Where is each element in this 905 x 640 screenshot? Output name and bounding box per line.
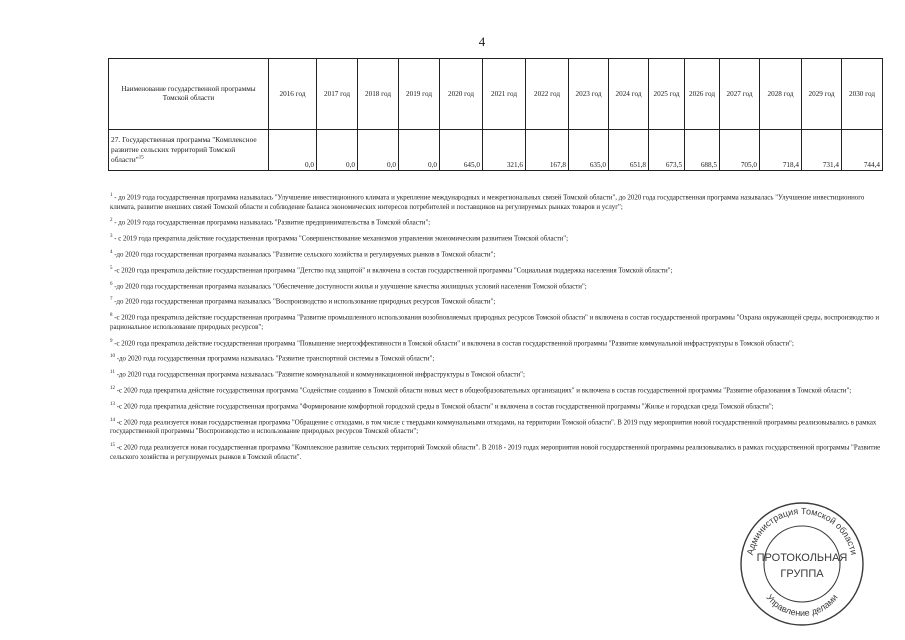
value-cell: 705,0 — [720, 130, 760, 171]
value-cell: 718,4 — [760, 130, 802, 171]
footnote — [110, 282, 890, 292]
footnote-ref: 15 — [138, 155, 144, 161]
value-cell: 731,4 — [802, 130, 842, 171]
value-cell: 0,0 — [399, 130, 440, 171]
footnote-text: -с 2020 года прекратила действие государственная программа "Содействие созданию в Томской области новых мест в общеобразовательных организациях" и включена в состав государственной программы "Развитие образования в Томской области"; — [116, 387, 852, 395]
footnote-mark: 7 — [110, 297, 113, 303]
year-header: 2019 год — [399, 59, 440, 130]
footnote-text: -с 2020 года прекратила действие государственная программа "Повышение энергоэффективности в Томской области" и включена в состав государственной программы "Развитие коммунальной инфраструктуры в Томской области"; — [114, 339, 794, 347]
year-header: 2024 год — [609, 59, 649, 130]
value-cell: 744,4 — [842, 130, 883, 171]
stamp-ring-top-text: Администрация Томской области — [744, 505, 860, 556]
year-header: 2022 год — [526, 59, 569, 130]
footnote — [110, 234, 890, 244]
footnotes — [110, 193, 890, 468]
footnote — [110, 354, 890, 364]
footnote-mark: 12 — [110, 385, 115, 391]
stamp-center-line2: ГРУППА — [780, 568, 824, 580]
footnote — [110, 218, 890, 228]
year-header: 2030 год — [842, 59, 883, 130]
footnote-text: -с 2020 года прекратила действие государственная программа "Развитие промышленного использования возобновляемых природных ресурсов Томской области" и включена в состав государственной программы "Охрана окружающей среды, воспроизводство и рациональное использование природных ресурсов"; — [110, 314, 880, 332]
program-name-cell — [109, 130, 269, 171]
footnote — [110, 339, 890, 349]
protocol-group-stamp — [738, 500, 866, 628]
table-row — [109, 130, 883, 171]
year-header: 2023 год — [569, 59, 609, 130]
value-cell: 321,6 — [483, 130, 526, 171]
footnote-text: -до 2020 года государственная программа называлась "Воспроизводство и использование природных ресурсов Томской области"; — [114, 298, 496, 306]
footnote-mark: 10 — [110, 354, 115, 360]
value-cell: 0,0 — [269, 130, 317, 171]
stamp-inner-ring — [764, 526, 840, 602]
program-name-header: Наименование государственной программы Томской области — [109, 59, 269, 130]
footnote — [110, 313, 890, 332]
footnote-mark: 1 — [110, 193, 113, 198]
footnote-mark: 14 — [110, 417, 115, 423]
value-cell: 635,0 — [569, 130, 609, 171]
stamp-outer-ring — [741, 503, 863, 625]
footnote-text: -с 2020 года прекратила действие государственная программа "Детство под защитой" и включена в состав государственной программы "Социальная поддержка населения Томской области"; — [114, 267, 673, 275]
program-name: 27. Государственная программа "Комплексное развитие сельских территорий Томской области" — [111, 135, 257, 164]
value-cell: 167,8 — [526, 130, 569, 171]
year-header: 2025 год — [649, 59, 685, 130]
footnote — [110, 443, 890, 462]
footnote-text: - с 2019 года прекратила действие государственная программа "Совершенствование механизмов управления экономическим развитием Томской области"; — [114, 235, 569, 243]
footnote-mark: 13 — [110, 401, 115, 407]
footnote-text: -до 2020 года государственная программа называлась "Обеспечение доступности жилья и улучшение качества жилищных условий населения Томской области"; — [114, 282, 587, 290]
footnote-mark: 6 — [110, 281, 113, 287]
stamp-ring-bottom-text: Управление делами — [764, 592, 840, 619]
footnote — [110, 250, 890, 260]
table-header-row — [109, 59, 883, 130]
value-cell: 645,0 — [440, 130, 483, 171]
footnote-text: -с 2020 года реализуется новая государственная программа "Обращение с отходами, в том числе с твердыми коммунальными отходами, на территории Томской области". В 2019 году мероприятия новой государственной программы реализовывались в рамках государственной программы "Воспроизводство и использование природных ресурсов Томской области"; — [110, 418, 877, 436]
stamp-center-line1: ПРОТОКОЛЬНАЯ — [756, 552, 848, 564]
year-header: 2017 год — [317, 59, 358, 130]
footnote — [110, 193, 890, 212]
year-header: 2028 год — [760, 59, 802, 130]
footnote — [110, 402, 890, 412]
value-cell: 0,0 — [358, 130, 399, 171]
footnote-text: - до 2019 года государственная программа называлась "Улучшение инвестиционного климата и укрепление международных и межрегиональных связей Томской области", до 2020 года государственная программа называлась "Улучшение инвестиционного климата, развитие внешних связей Томской области и соблюдение баланса экономических интересов потребителей и поставщиков на регулируемых рынках товаров и услуг"; — [110, 194, 865, 211]
footnote-mark: 9 — [110, 338, 113, 344]
footnote-text: -с 2020 года прекратила действие государственная программа "Формирование комфортной городской среды в Томской области" и включена в состав государственной программы "Жилье и городская среда Томской области"; — [116, 403, 774, 411]
footnote — [110, 266, 890, 276]
value-cell: 651,8 — [609, 130, 649, 171]
year-header: 2016 год — [269, 59, 317, 130]
footnote — [110, 370, 890, 380]
footnote-mark: 15 — [110, 442, 115, 448]
footnote — [110, 418, 890, 437]
value-cell: 0,0 — [317, 130, 358, 171]
footnote-mark: 5 — [110, 265, 113, 271]
footnote-mark: 8 — [110, 313, 113, 319]
value-cell: 673,5 — [649, 130, 685, 171]
page-number: 4 — [478, 34, 486, 49]
year-header: 2021 год — [483, 59, 526, 130]
year-header: 2029 год — [802, 59, 842, 130]
footnote — [110, 297, 890, 307]
year-header: 2027 год — [720, 59, 760, 130]
footnote — [110, 386, 890, 396]
footnote-text: -с 2020 года реализуется новая государственная программа "Комплексное развитие сельских территорий Томской области". В 2018 - 2019 годах мероприятия новой государственной программы реализовывались в рамках государственной программы "Развитие сельского хозяйства и регулируемых рынков в Томской области". — [110, 444, 881, 461]
footnote-mark: 11 — [110, 370, 115, 376]
footnote-mark: 2 — [110, 218, 113, 224]
footnote-text: -до 2020 года государственная программа называлась "Развитие транспортной системы в Томской области"; — [116, 355, 435, 363]
footnote-mark: 3 — [110, 234, 113, 240]
year-header: 2018 год — [358, 59, 399, 130]
program-table — [108, 58, 883, 171]
footnote-text: -до 2020 года государственная программа называлась "Развитие сельского хозяйства и регулируемых рынков в Томской области"; — [114, 251, 496, 259]
year-header: 2026 год — [685, 59, 720, 130]
year-header: 2020 год — [440, 59, 483, 130]
footnote-mark: 4 — [110, 249, 113, 255]
value-cell: 688,5 — [685, 130, 720, 171]
footnote-text: -до 2020 года государственная программа называлась "Развитие коммунальной и коммуникационной инфраструктуры в Томской области"; — [116, 371, 525, 379]
footnote-text: - до 2019 года государственная программа называлась "Развитие предпринимательства в Томской области"; — [114, 219, 431, 227]
